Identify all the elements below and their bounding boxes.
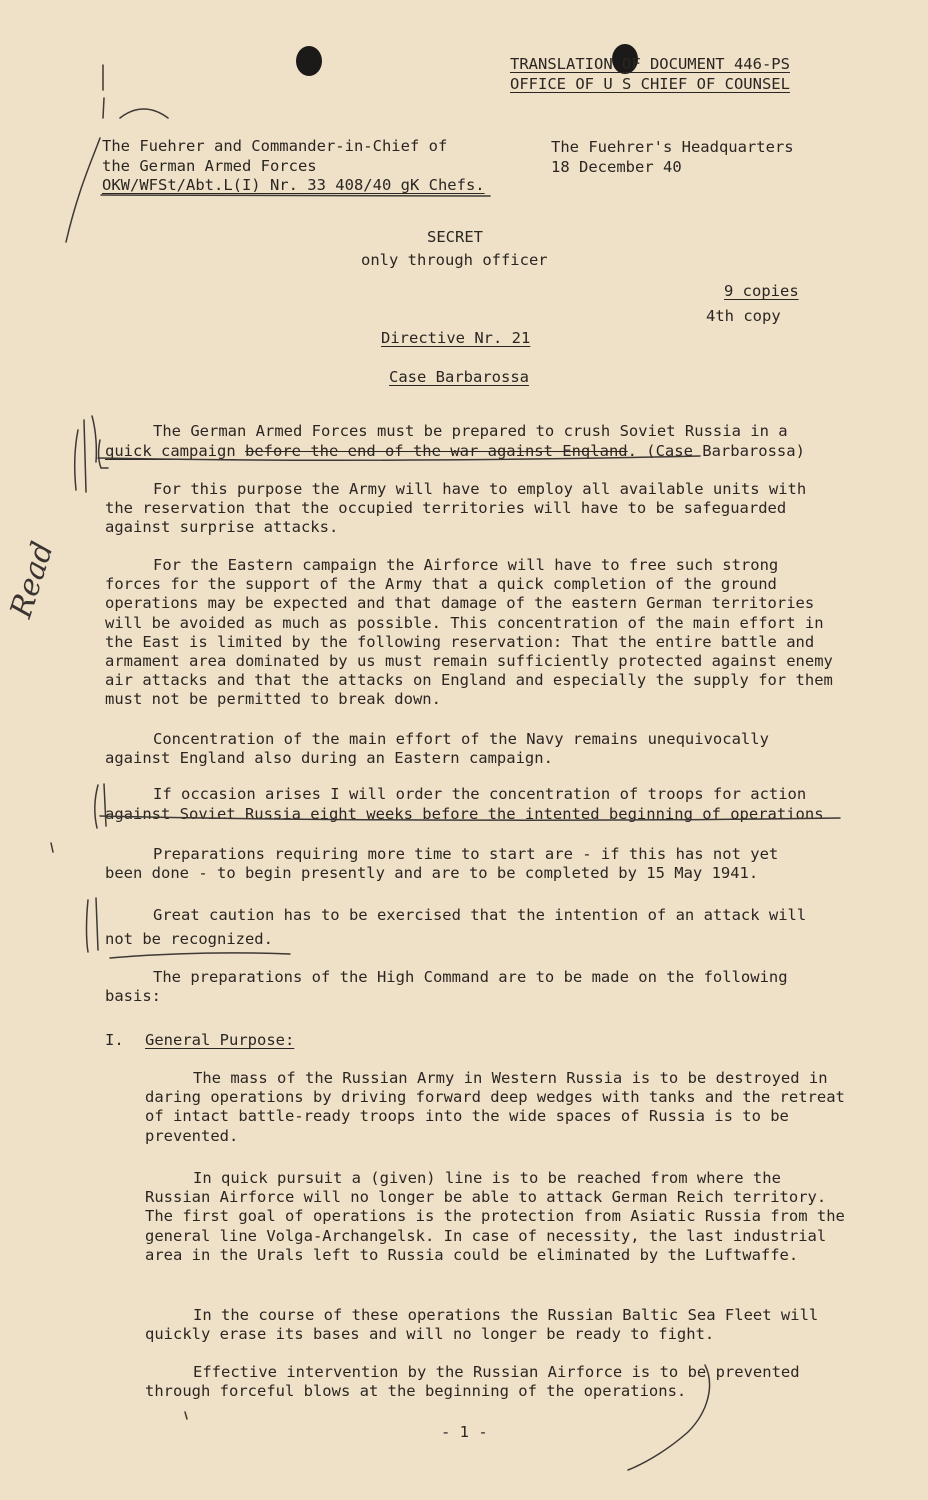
paragraph-5-line-1: If occasion arises I will order the concentration of troops for action bbox=[153, 785, 807, 803]
place-line: The Fuehrer's Headquarters bbox=[551, 138, 794, 156]
handwritten-margin-note: Read bbox=[3, 537, 61, 623]
page-number: - 1 - bbox=[441, 1423, 488, 1441]
from-line-2: the German Armed Forces bbox=[102, 157, 317, 175]
section-1-paragraph-1: The mass of the Russian Army in Western Russia is to be destroyed in daring operations by driving forward deep wedges with tanks and the retreat of intact battle-ready troops into the wide spaces of Russia is to be prevented. bbox=[145, 1069, 845, 1145]
section-number: I. bbox=[105, 1031, 124, 1049]
directive-title: Directive Nr. 21 bbox=[381, 329, 531, 347]
secret-label: SECRET bbox=[427, 228, 483, 246]
date-line: 18 December 40 bbox=[551, 158, 682, 176]
copy-number: 4th copy bbox=[706, 307, 781, 325]
reference-line: OKW/WFSt/Abt.L(I) Nr. 33 408/40 gK Chefs. bbox=[102, 176, 485, 194]
section-1-paragraph-4: Effective intervention by the Russian Airforce is to be prevented through forceful blows at the beginning of the operations. bbox=[145, 1363, 800, 1401]
paragraph-5-line-2: against Soviet Russia eight weeks before the intented beginning of operations bbox=[105, 805, 824, 823]
office-line: OFFICE OF U S CHIEF OF COUNSEL bbox=[510, 75, 790, 93]
section-1-paragraph-2: In quick pursuit a (given) line is to be reached from where the Russian Airforce will no longer be able to attack German Reich territory. The first goal of operations is the protection from Asiatic Russia from the general line Volga-Archangelsk. In case of necessity, the last industrial area in the Urals left to Russia could be eliminated by the Luftwaffe. bbox=[145, 1169, 845, 1264]
case-barbarossa-note: . (Case Barbarossa) bbox=[627, 442, 805, 460]
translation-line: TRANSLATION OF DOCUMENT 446-PS bbox=[510, 55, 790, 73]
case-title: Case Barbarossa bbox=[389, 368, 529, 386]
paragraph-4: Concentration of the main effort of the Navy remains unequivocally against England also during an Eastern campaign. bbox=[105, 730, 769, 768]
section-1-paragraph-3: In the course of these operations the Russian Baltic Sea Fleet will quickly erase its bases and will no longer be ready to fight. bbox=[145, 1306, 819, 1344]
section-heading: General Purpose: bbox=[145, 1031, 295, 1049]
struck-phrase: before the end of the war against England bbox=[245, 442, 628, 460]
copies-total: 9 copies bbox=[724, 282, 799, 300]
paragraph-8: The preparations of the High Command are to be made on the following basis: bbox=[105, 968, 788, 1006]
paragraph-7-line-2: not be recognized. bbox=[105, 930, 273, 948]
paragraph-7-line-1: Great caution has to be exercised that the intention of an attack will bbox=[153, 906, 807, 924]
paragraph-3: For the Eastern campaign the Airforce will have to free such strong forces for the support of the Army that a quick completion of the ground operations may be expected and that damage of the eastern German territories will be avoided as much as possible. This concentration of the main effort in the East is limited by the following reservation: That the entire battle and armament area dominated by us must remain sufficiently protected against enemy air attacks and that the attacks on England and especially the supply for them must not be permitted to break down. bbox=[105, 556, 833, 709]
handling-label: only through officer bbox=[361, 251, 548, 269]
quick-campaign-phrase: quick campaign bbox=[105, 442, 236, 460]
paragraph-6: Preparations requiring more time to start are - if this has not yet been done - to begin presently and are to be completed by 15 May 1941. bbox=[105, 845, 779, 883]
paragraph-2: For this purpose the Army will have to employ all available units with the reservation that the occupied territories will have to be safeguarded against surprise attacks. bbox=[105, 480, 807, 537]
paragraph-1-line-1: The German Armed Forces must be prepared to crush Soviet Russia in a bbox=[153, 422, 788, 440]
from-line-1: The Fuehrer and Commander-in-Chief of bbox=[102, 137, 448, 155]
